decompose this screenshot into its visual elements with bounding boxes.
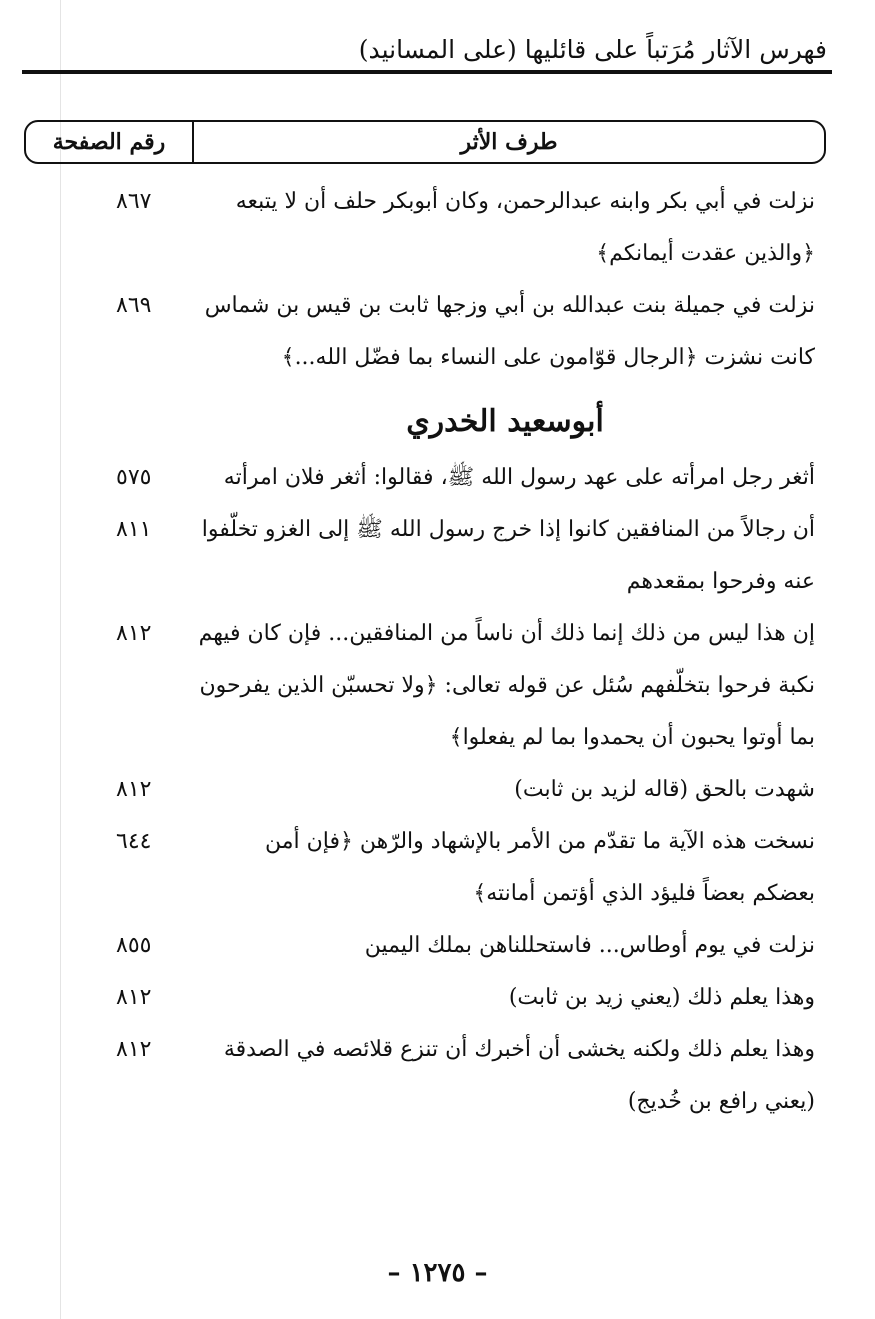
entry-line: أن رجالاً من المنافقين كانوا إذا خرج رسول الله ﷺ إلى الغزو تخلّفوا <box>201 517 815 542</box>
entry-page-number: ٨١٢ <box>116 621 152 646</box>
entry-line: نسخت هذه الآية ما تقدّم من الأمر بالإشهاد والرّهن ﴿فإن أمن <box>264 829 815 854</box>
column-page-header: رقم الصفحة <box>26 122 194 162</box>
entry-line: نزلت في يوم أوطاس... فاستحللناهن بملك اليمين <box>364 933 815 958</box>
entry-line: شهدت بالحق (قاله لزيد بن ثابت) <box>514 777 815 802</box>
entry-text <box>195 1024 815 1128</box>
entry-line: وهذا يعلم ذلك (يعني زيد بن ثابت) <box>508 985 815 1010</box>
entry-page-number: ٥٧٥ <box>116 465 152 490</box>
entry-line: نكبة فرحوا بتخلّفهم سُئل عن قوله تعالى: ﴿ولا تحسبّن الذين يفرحون <box>199 673 815 698</box>
index-entry <box>50 816 815 920</box>
entry-page-number: ٨٥٥ <box>116 933 152 958</box>
index-entry <box>50 176 815 280</box>
entry-text <box>195 452 815 504</box>
entry-line: (يعني رافع بن خُديج) <box>627 1089 815 1114</box>
entry-text <box>195 920 815 972</box>
entry-line: وهذا يعلم ذلك ولكنه يخشى أن أخبرك أن تنزع قلائصه في الصدقة <box>223 1037 815 1062</box>
entry-line: ﴿والذين عقدت أيمانكم﴾ <box>596 241 815 266</box>
header-rule <box>22 70 832 74</box>
entry-line: نزلت في جميلة بنت عبدالله بن أبي وزجها ثابت بن قيس بن شماس <box>204 293 815 318</box>
entry-text <box>195 608 815 764</box>
entry-line: عنه وفرحوا بمقعدهم <box>626 569 815 594</box>
entry-page-number: ٦٤٤ <box>116 829 152 854</box>
entry-line: إن هذا ليس من ذلك إنما ذلك أن ناساً من المنافقين... فإن كان فيهم <box>198 621 815 646</box>
entry-text <box>195 280 815 384</box>
index-entry <box>50 1024 815 1128</box>
entry-line: كانت نشزت ﴿الرجال قوّامون على النساء بما فضّل الله...﴾ <box>281 345 815 370</box>
entry-page-number: ٨١٢ <box>116 985 152 1010</box>
page-number: – ١٢٧٥ – <box>387 1258 488 1288</box>
entry-text <box>195 176 815 280</box>
index-entry <box>50 280 815 384</box>
entry-page-number: ٨١١ <box>116 517 152 542</box>
entry-line: نزلت في أبي بكر وابنه عبدالرحمن، وكان أبوبكر حلف أن لا يتبعه <box>235 189 815 214</box>
entry-text <box>195 504 815 608</box>
index-entry <box>50 920 815 972</box>
index-entry <box>50 452 815 504</box>
section-title: أبوسعيد الخدري <box>406 404 604 439</box>
column-header-box <box>24 120 826 164</box>
entry-line: بما أوتوا يحبون أن يحمدوا بما لم يفعلوا﴾ <box>449 725 815 750</box>
index-entry <box>50 504 815 608</box>
entry-text <box>195 764 815 816</box>
entry-text <box>195 816 815 920</box>
index-entry <box>50 764 815 816</box>
entry-page-number: ٨٦٩ <box>116 293 152 318</box>
index-entry <box>50 972 815 1024</box>
entry-line: أثغر رجل امرأته على عهد رسول الله ﷺ، فقالوا: أثغر فلان امرأته <box>223 465 815 490</box>
index-entry <box>50 608 815 764</box>
running-header: فهرس الآثار مُرَتباً على قائليها (على المسانيد) <box>358 35 827 64</box>
entry-page-number: ٨٦٧ <box>116 189 152 214</box>
index-entries <box>50 176 815 1128</box>
entry-text <box>195 972 815 1024</box>
entry-page-number: ٨١٢ <box>116 777 152 802</box>
entry-page-number: ٨١٢ <box>116 1037 152 1062</box>
entry-line: بعضكم بعضاً فليؤد الذي أؤتمن أمانته﴾ <box>473 881 815 906</box>
column-title-header: طرف الأثر <box>460 129 558 155</box>
